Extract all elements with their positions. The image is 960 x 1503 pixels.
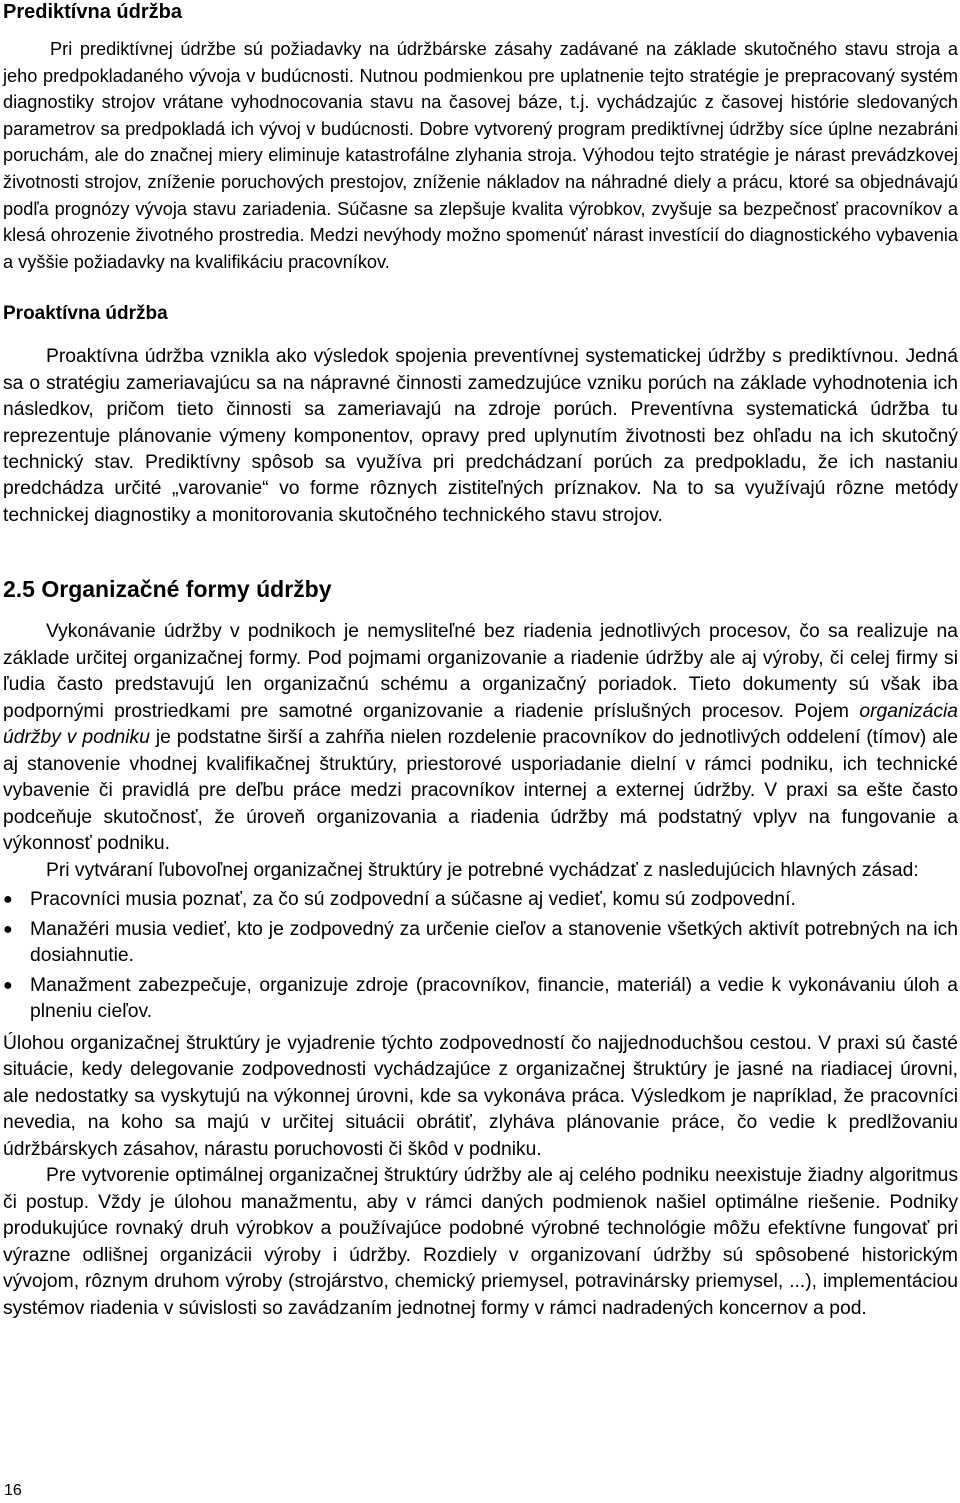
list-item-text: Manažéri musia vedieť, kto je zodpovedný za určenie cieľov a stanovenie všetkých aktivít potrebných na ich dosiahnutie.	[30, 918, 958, 967]
heading-predictive-maintenance: Prediktívna údržba	[3, 1, 182, 23]
intro-text-end: je podstatne širší a zahŕňa nielen rozdelenie pracovníkov do jednotlivých oddelení (tímov) ale aj stanovenie vhodnej kvalifikačnej štruktúry, priestorové usporiadanie dielní v rámci podniku, ich technické vybavenie či pravidlá pre deľbu práce medzi pracovníkov internej a externej údržby. V praxi sa ešte často podceňuje skutočnosť, že úroveň organizovania a riadenia údržby má podstatný vplyv na fungovanie a výkonnosť podniku.	[3, 727, 958, 855]
paragraph-optimal-structure: Pre vytvorenie optimálnej organizačnej štruktúry údržby ale aj celého podniku neexistuje žiadny algoritmus či postup. Vždy je úlohou manažmentu, aby v rámci daných podmienok našiel optimálne riešenie. Podniky produkujúce rovnaký druh výrobkov a používajúce podobné výrobné technológie môžu efektívne fungovať pri výrazne odlišnej organizácii výroby i údržby. Rozdiely v organizovaní údržby sú spôsobené historickým vývojom, rôznym druhom výroby (strojárstvo, chemický priemysel, potravinársky priemysel, ...), implementáciou systémov riadenia v súvislosti so zavádzaním jednotnej formy v rámci nadradených koncernov a pod.	[3, 1165, 958, 1319]
page-number: 16	[4, 1482, 22, 1499]
bullet-icon: ●	[3, 891, 13, 909]
heading-organizational-forms: 2.5 Organizačné formy údržby	[3, 576, 332, 603]
paragraph-structure-role: Úlohou organizačnej štruktúry je vyjadrenie týchto zodpovedností čo najjednoduchšou cestou. V praxi sú časté situácie, kedy delegovanie zodpovednosti vychádzajúce z organizačnej štruktúry je jasné na riadiacej úrovni, ale nedostatky sa vyskytujú na výkonnej úrovni, kde sa vykonáva práca. Výsledkom je napríklad, že pracovníci nevedia, na koho sa majú v určitej situácii obrátiť, zlyháva plánovanie práce, čo vedie k predlžovaniu údržbárskych zásahov, nárastu poruchovosti či škôd v podniku.	[3, 1032, 958, 1160]
intro-text-start: Vykonávanie údržby v podnikoch je nemysliteľné bez riadenia jednotlivých procesov, čo sa realizuje na základe určitej organizačnej formy. Pod pojmami organizovanie a riadenie údržby ale aj výroby, či celej firmy si ľudia často predstavujú len organizačnú schému a organizačný poriadok. Tieto dokumenty sú však iba podpornými prostriedkami pre samotné organizovanie a riadenie príslušných procesov. Pojem	[3, 621, 958, 722]
heading-proactive-maintenance: Proaktívna údržba	[3, 303, 168, 325]
bullet-icon: ●	[3, 976, 13, 994]
paragraph-proactive-maintenance: Proaktívna údržba vznikla ako výsledok spojenia preventívnej systematickej údržby s prediktívnou. Jedná sa o stratégiu zameriavajúcu sa na nápravné činnosti zamedzujúce vzniku porúch na základe vyhodnotenia ich následkov, pričom tieto činnosti sa zameriavajú na zdroje porúch. Preventívna systematická údržba tu reprezentuje plánovanie výmeny komponentov, opravy pred uplynutím životnosti bez ohľadu na ich skutočný technický stav. Prediktívny spôsob sa využíva pri predchádzaní porúch za predpokladu, že ich nastaniu predchádza určité „varovanie“ vo forme rôznych zistiteľných príznakov. Na to sa využívajú rôzne metódy technickej diagnostiky a monitorovania skutočného technického stavu strojov.	[3, 346, 958, 526]
bullet-icon: ●	[3, 920, 13, 938]
list-item	[3, 973, 958, 1026]
list-item-text: Manažment zabezpečuje, organizuje zdroje (pracovníkov, financie, materiál) a vedie k vykonávaniu úloh a plneniu cieľov.	[30, 974, 958, 1023]
principles-list	[3, 887, 958, 1026]
list-item	[3, 917, 958, 970]
intro-emphasized-term: organizácia údržby v podniku	[3, 700, 958, 749]
paragraph-organizational-forms-intro	[3, 619, 958, 858]
paragraph-principles-intro: Pri vytváraní ľubovoľnej organizačnej štruktúry je potrebné vychádzať z nasledujúcich hlavných zásad:	[46, 859, 919, 881]
list-item-text: Pracovníci musia poznať, za čo sú zodpovední a súčasne aj vedieť, komu sú zodpovední.	[30, 889, 796, 911]
paragraph-predictive-maintenance: Pri prediktívnej údržbe sú požiadavky na údržbárske zásahy zadávané na základe skutočného stavu stroja a jeho predpokladaného vývoja v budúcnosti. Nutnou podmienkou pre uplatnenie tejto stratégie je prepracovaný systém diagnostiky strojov vrátane vyhodnocovania stavu na časovej báze, t.j. vychádzajúc z časovej histórie sledovaných parametrov sa predpokladá ich vývoj v budúcnosti. Dobre vytvorený program prediktívnej údržby síce úplne nezabráni poruchám, ale do značnej miery eliminuje katastrofálne zlyhania stroja. Výhodou tejto stratégie je nárast prevádzkovej životnosti strojov, zníženie poruchových prestojov, zníženie nákladov na náhradné diely a prácu, ktoré sa objednávajú podľa prognózy vývoja stavu zariadenia. Súčasne sa zlepšuje kvalita výrobkov, zvyšuje sa bezpečnosť pracovníkov a klesá ohrozenie životného prostredia. Medzi nevýhody možno spomenúť nárast investícií do diagnostického vybavenia a vyššie požiadavky na kvalifikáciu pracovníkov.	[3, 39, 958, 272]
list-item	[3, 887, 958, 914]
